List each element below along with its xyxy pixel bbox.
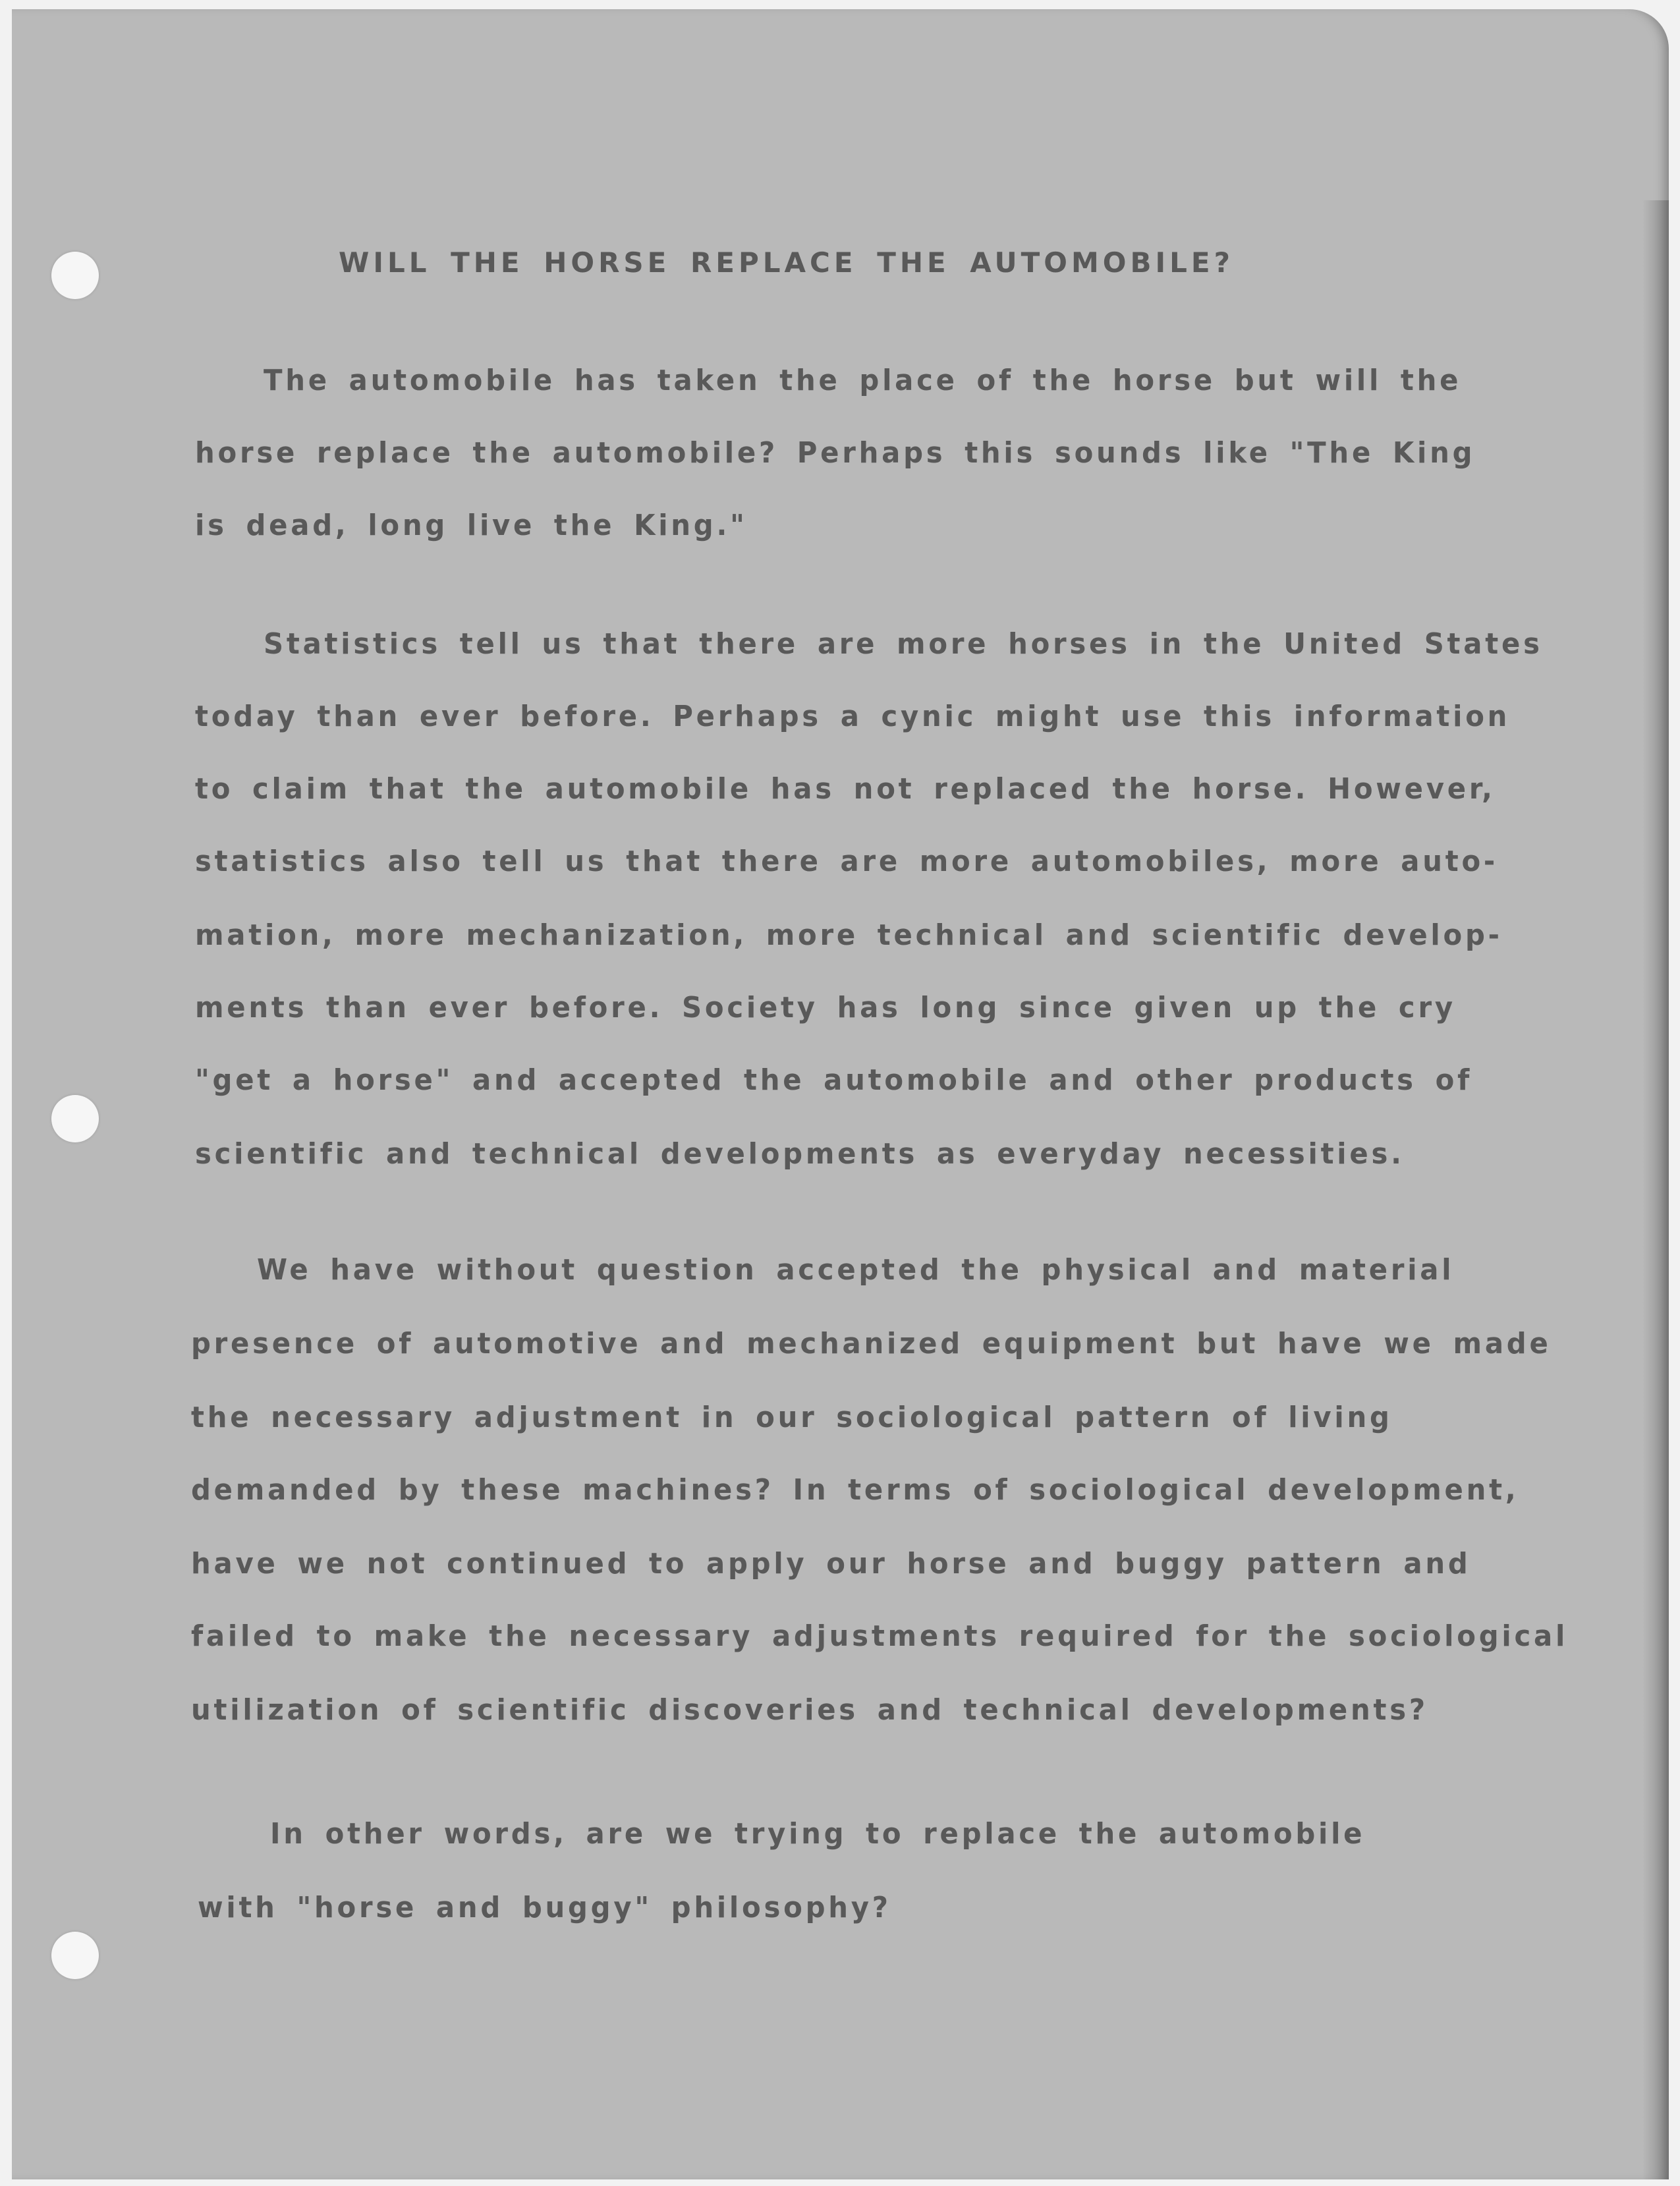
- text-line: presence of automotive and mechanized equipment but have we made: [191, 1327, 1552, 1360]
- text-line: We have without question accepted the physical and material: [257, 1253, 1455, 1287]
- text-line: the necessary adjustment in our sociological pattern of living: [191, 1401, 1393, 1434]
- text-line: Statistics tell us that there are more horses in the United States: [264, 627, 1543, 661]
- text-line: have we not continued to apply our horse and buggy pattern and: [191, 1547, 1471, 1581]
- text-line: The automobile has taken the place of the horse but will the: [264, 364, 1462, 397]
- text-line: "get a horse" and accepted the automobile and other products of: [195, 1063, 1473, 1097]
- binder-hole-top: [51, 252, 99, 299]
- document-title: WILL THE HORSE REPLACE THE AUTOMOBILE?: [339, 246, 1234, 279]
- text-line: In other words, are we trying to replace the automobile: [270, 1817, 1366, 1851]
- text-line: today than ever before. Perhaps a cynic might use this information: [195, 700, 1511, 733]
- text-line: with "horse and buggy" philosophy?: [198, 1891, 891, 1924]
- text-line: scientific and technical developments as everyday necessities.: [195, 1137, 1405, 1171]
- text-line: demanded by these machines? In terms of sociological development,: [191, 1473, 1519, 1507]
- text-line: utilization of scientific discoveries and technical developments?: [191, 1693, 1428, 1727]
- text-line: is dead, long live the King.": [195, 509, 748, 542]
- text-line: to claim that the automobile has not replaced the horse. However,: [195, 772, 1496, 806]
- text-line: ments than ever before. Society has long since given up the cry: [195, 991, 1456, 1024]
- text-line: horse replace the automobile? Perhaps this sounds like "The King: [195, 436, 1476, 470]
- scanned-page: [12, 9, 1669, 2179]
- text-line: failed to make the necessary adjustments required for the sociological: [191, 1619, 1569, 1653]
- binder-hole-bottom: [51, 1932, 99, 1979]
- binder-hole-middle: [51, 1095, 99, 1142]
- text-line: statistics also tell us that there are more automobiles, more auto-: [195, 845, 1499, 878]
- text-line: mation, more mechanization, more technical and scientific develop-: [195, 918, 1503, 952]
